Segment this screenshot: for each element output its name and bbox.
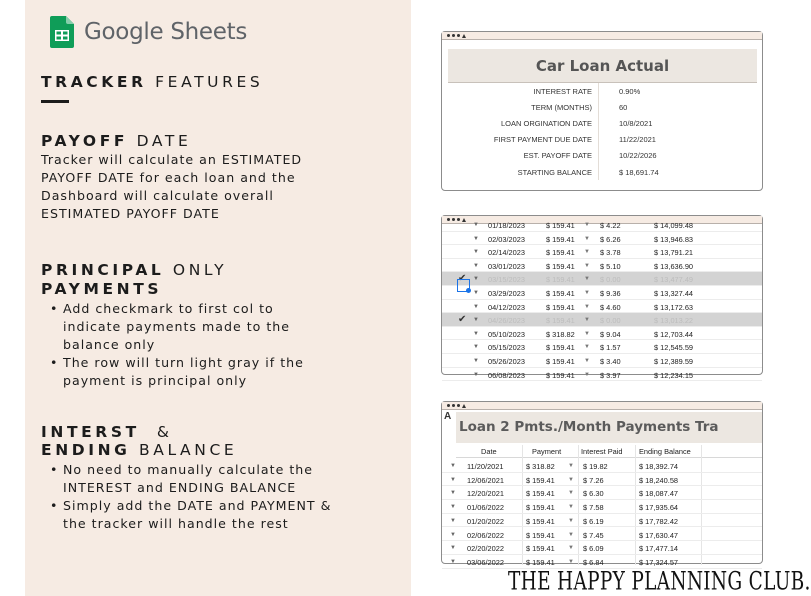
dropdown-caret-icon[interactable]: ▼ — [450, 558, 456, 565]
payment-row — [442, 218, 762, 232]
payment-date[interactable]: 02/03/2023 — [488, 234, 525, 244]
payment-amount[interactable]: $ 159.41 — [526, 544, 555, 554]
dropdown-caret-icon[interactable]: ▼ — [584, 317, 590, 324]
dropdown-caret-icon[interactable]: ▼ — [473, 344, 479, 351]
ending-balance: $ 18,240.58 — [639, 475, 679, 485]
dropdown-caret-icon[interactable]: ▼ — [450, 531, 456, 538]
payment-amount[interactable]: $ 159.41 — [546, 234, 575, 244]
payment-row — [442, 272, 762, 286]
interest-paid: $ 0.00 — [600, 316, 621, 326]
payoff-date-heading — [41, 132, 191, 150]
interest-paid: $ 6.09 — [583, 544, 604, 554]
dropdown-caret-icon[interactable]: ▼ — [584, 249, 590, 256]
payment-row — [442, 541, 762, 555]
principal-bullets — [48, 300, 304, 390]
summary-row — [448, 148, 757, 164]
payment-row — [442, 232, 762, 246]
dropdown-caret-icon[interactable]: ▼ — [584, 262, 590, 269]
summary-row — [448, 99, 757, 115]
interest-paid: $ 3.40 — [600, 357, 621, 366]
ending-balance: $ 18,087.47 — [639, 489, 679, 499]
payment-row — [442, 459, 762, 473]
payment-date[interactable]: 03/06/2022 — [467, 557, 504, 567]
payment-date[interactable]: 03/01/2023 — [488, 261, 525, 271]
window-control-dot[interactable] — [457, 404, 460, 407]
payment-row — [442, 286, 762, 300]
interest-paid: $ 5.10 — [600, 261, 621, 271]
dropdown-caret-icon[interactable]: ▼ — [584, 290, 590, 296]
bullet-line: payment is principal only — [63, 373, 248, 388]
sheet-title: Loan 2 Pmts./Month Payments Tra — [456, 412, 762, 443]
summary-label: INTEREST RATE — [533, 86, 592, 96]
payment-row — [442, 528, 762, 542]
ending-balance: $ 12,545.59 — [654, 343, 694, 353]
ending-balance: $ 13,477.49 — [654, 275, 694, 285]
bullet-item — [48, 461, 331, 497]
payment-amount[interactable]: $ 159.41 — [546, 248, 575, 258]
interest-paid: $ 4.60 — [600, 302, 621, 312]
dropdown-caret-icon[interactable]: ▼ — [473, 317, 479, 324]
payment-amount[interactable]: $ 318.82 — [546, 329, 575, 339]
heading-light: DATE — [136, 132, 192, 150]
heading-light: & — [156, 423, 173, 441]
payoff-line: ESTIMATED PAYOFF DATE — [41, 206, 220, 221]
brand-name: THE HAPPY PLANNING CLUB. — [508, 568, 811, 596]
ending-balance: $ 17,630.47 — [639, 530, 679, 540]
payment-amount[interactable]: $ 159.41 — [546, 275, 575, 285]
payment-date[interactable]: 03/29/2023 — [488, 289, 525, 298]
bullet-item — [48, 300, 304, 354]
payment-amount[interactable]: $ 159.41 — [546, 221, 575, 230]
summary-label: LOAN ORGINATION DATE — [501, 118, 592, 128]
window-control-dot[interactable] — [447, 34, 450, 37]
heading-bold: PAYOFF — [41, 132, 129, 150]
dropdown-caret-icon[interactable]: ▼ — [568, 490, 574, 497]
dropdown-caret-icon[interactable]: ▼ — [450, 476, 456, 483]
dropdown-caret-icon[interactable]: ▼ — [584, 330, 590, 337]
payment-date[interactable]: 06/08/2023 — [488, 370, 525, 380]
dropdown-caret-icon[interactable]: ▼ — [584, 371, 590, 378]
dropdown-caret-icon[interactable]: ▼ — [473, 235, 479, 242]
bullet-item — [48, 497, 331, 533]
ending-balance: $ 17,477.14 — [639, 544, 679, 554]
heading-bold: PAYMENTS — [41, 280, 163, 298]
payments-window — [441, 215, 763, 380]
dropdown-caret-icon[interactable]: ▼ — [584, 303, 590, 310]
checkmark-icon[interactable]: ✔ — [458, 273, 467, 285]
car-loan-window — [441, 31, 763, 191]
payment-amount[interactable]: $ 159.41 — [546, 357, 575, 366]
interest-paid: $ 19.82 — [583, 462, 608, 471]
summary-row — [448, 115, 757, 131]
summary-row — [448, 132, 757, 148]
bullet-line: • No need to manually calculate the — [63, 462, 313, 477]
dropdown-caret-icon[interactable]: ▼ — [584, 222, 590, 228]
heading-bold: PRINCIPAL — [41, 261, 165, 279]
logo-text: Google Sheets — [84, 19, 247, 45]
ending-balance: $ 14,099.48 — [654, 221, 694, 230]
ending-balance: $ 13,172.63 — [654, 302, 694, 312]
dropdown-caret-icon[interactable]: ▼ — [584, 358, 590, 364]
payment-amount[interactable]: $ 159.41 — [526, 475, 555, 485]
sheet-title: Car Loan Actual — [448, 49, 757, 83]
bullet-line: balance only — [63, 337, 156, 352]
bullet-line: the tracker will handle the rest — [63, 516, 289, 531]
payment-amount[interactable]: $ 318.82 — [526, 462, 555, 471]
heading-light: FEATURES — [155, 73, 264, 91]
interest-paid: $ 6.26 — [600, 234, 621, 244]
dropdown-caret-icon[interactable]: ▼ — [450, 490, 456, 497]
fill-handle[interactable] — [466, 288, 471, 293]
payment-date[interactable]: 02/06/2022 — [467, 530, 504, 540]
car-loan-sheet — [442, 40, 762, 190]
column-header[interactable]: Interest Paid — [581, 447, 623, 456]
payment-date[interactable]: 05/10/2023 — [488, 329, 525, 339]
payment-amount[interactable]: $ 159.41 — [526, 503, 555, 513]
dropdown-caret-icon[interactable]: ▼ — [584, 344, 590, 351]
payment-date[interactable]: 02/14/2023 — [488, 248, 525, 258]
payment-date[interactable]: 11/20/2021 — [467, 462, 504, 471]
ending-balance: $ 13,013.22 — [654, 316, 694, 326]
summary-value[interactable]: 11/22/2021 — [619, 135, 656, 145]
interest-paid: $ 3.78 — [600, 248, 621, 258]
bullet-line: INTEREST and ENDING BALANCE — [63, 480, 297, 495]
window-control-dot[interactable] — [452, 404, 455, 407]
ending-balance: $ 13,327.44 — [654, 289, 694, 298]
payment-row — [442, 327, 762, 341]
dropdown-caret-icon[interactable]: ▼ — [473, 290, 479, 296]
dropdown-caret-icon[interactable]: ▼ — [473, 371, 479, 378]
payment-date[interactable]: 04/12/2023 — [488, 302, 525, 312]
heading-underline — [41, 100, 69, 103]
payment-date[interactable]: 12/06/2021 — [467, 475, 504, 485]
payment-amount[interactable]: $ 159.41 — [526, 489, 555, 499]
ending-balance: $ 17,324.57 — [639, 557, 679, 567]
dropdown-caret-icon[interactable]: ▼ — [568, 504, 574, 511]
payment-row — [442, 368, 762, 382]
summary-value[interactable]: 0.90% — [619, 86, 641, 96]
interest-paid: $ 6.30 — [583, 489, 604, 499]
summary-value[interactable]: $ 18,691.74 — [619, 167, 659, 177]
payoff-line: PAYOFF DATE for each loan and the — [41, 170, 296, 185]
payment-row — [442, 514, 762, 528]
dropdown-caret-icon[interactable]: ▼ — [568, 463, 574, 469]
dropdown-caret-icon[interactable]: ▼ — [450, 463, 456, 469]
payoff-description — [41, 151, 302, 223]
dropdown-caret-icon[interactable]: ▼ — [473, 358, 479, 364]
google-sheets-logo — [50, 14, 247, 50]
interest-paid: $ 3.97 — [600, 370, 621, 380]
interest-paid: $ 9.04 — [600, 329, 621, 339]
interest-paid: $ 0.00 — [600, 275, 621, 285]
dropdown-caret-icon[interactable]: ▼ — [450, 517, 456, 524]
heading-light: ONLY — [172, 261, 228, 279]
dropdown-caret-icon[interactable]: ▼ — [450, 545, 456, 552]
payoff-line: Tracker will calculate an ESTIMATED — [41, 152, 303, 167]
summary-label: TERM (MONTHS) — [531, 102, 592, 112]
heading-bold: ENDING — [41, 441, 131, 459]
ending-balance: $ 12,703.44 — [654, 329, 694, 339]
payment-date[interactable]: 01/06/2022 — [467, 503, 504, 513]
payment-amount[interactable]: $ 159.41 — [546, 316, 575, 326]
window-titlebar — [442, 402, 762, 410]
payment-date[interactable]: 04/26/2023 — [488, 316, 525, 326]
dropdown-caret-icon[interactable]: ▼ — [584, 276, 590, 283]
interest-paid: $ 9.36 — [600, 289, 621, 298]
dropdown-caret-icon[interactable]: ▼ — [584, 235, 590, 242]
payoff-line: Dashboard will calculate overall — [41, 188, 274, 203]
summary-label: EST. PAYOFF DATE — [523, 151, 592, 161]
payment-row — [442, 555, 762, 569]
payment-date[interactable]: 01/20/2022 — [467, 516, 504, 526]
payments-heading — [41, 280, 162, 298]
payments-sheet — [442, 221, 762, 380]
interest-paid: $ 1.57 — [600, 343, 621, 353]
payment-row — [442, 259, 762, 273]
column-header[interactable]: Ending Balance — [639, 447, 691, 456]
interest-paid: $ 7.26 — [583, 475, 604, 485]
ending-balance: $ 17,935.64 — [639, 503, 679, 513]
interest-paid: $ 7.58 — [583, 503, 604, 513]
summary-label: STARTING BALANCE — [517, 167, 592, 177]
ending-balance: $ 13,636.90 — [654, 261, 694, 271]
payment-amount[interactable]: $ 159.41 — [526, 530, 555, 540]
heading-bold: TRACKER — [41, 73, 147, 91]
payment-row — [442, 313, 762, 327]
dropdown-caret-icon[interactable]: ▼ — [473, 330, 479, 337]
principal-only-heading — [41, 261, 227, 279]
dropdown-caret-icon[interactable]: ▼ — [473, 222, 479, 228]
window-titlebar — [442, 32, 762, 40]
summary-row — [448, 164, 757, 180]
window-control-triangle-icon[interactable] — [462, 34, 466, 38]
ending-balance-heading — [41, 441, 237, 459]
ending-balance: $ 17,782.42 — [639, 516, 679, 526]
interest-paid: $ 6.84 — [583, 557, 604, 567]
payment-row — [442, 473, 762, 487]
payment-row — [442, 300, 762, 314]
payment-row — [442, 486, 762, 500]
interest-heading — [41, 423, 173, 441]
payment-date[interactable]: 12/20/2021 — [467, 489, 504, 499]
ending-balance: $ 12,234.15 — [654, 370, 694, 380]
payment-amount[interactable]: $ 159.41 — [526, 557, 555, 567]
loan-summary-table — [448, 83, 757, 180]
bullet-line: • Add checkmark to first col to — [63, 301, 274, 316]
payment-amount[interactable]: $ 159.41 — [546, 289, 575, 298]
summary-label: FIRST PAYMENT DUE DATE — [493, 135, 592, 145]
dropdown-caret-icon[interactable]: ▼ — [450, 504, 456, 511]
payment-row — [442, 500, 762, 514]
ending-balance: $ 12,389.59 — [654, 357, 694, 366]
interest-bullets — [48, 461, 331, 533]
dropdown-caret-icon[interactable]: ▼ — [568, 476, 574, 483]
loan-2-sheet — [442, 410, 762, 567]
payment-row — [442, 354, 762, 368]
dropdown-caret-icon[interactable]: ▼ — [568, 517, 574, 524]
dropdown-caret-icon[interactable]: ▼ — [473, 249, 479, 256]
column-headers — [456, 445, 762, 458]
payment-amount[interactable]: $ 159.41 — [546, 370, 575, 380]
bullet-line: • The row will turn light gray if the — [63, 355, 304, 370]
bullet-line: indicate payments made to the — [63, 319, 291, 334]
dropdown-caret-icon[interactable]: ▼ — [473, 276, 479, 283]
heading-bold: INTERST — [41, 423, 140, 441]
bullet-item — [48, 354, 304, 390]
window-control-dot[interactable] — [452, 34, 455, 37]
loan-2-window — [441, 401, 763, 567]
window-control-dot[interactable] — [457, 34, 460, 37]
interest-paid: $ 6.19 — [583, 516, 604, 526]
dropdown-caret-icon[interactable]: ▼ — [568, 531, 574, 538]
summary-value[interactable]: 60 — [619, 102, 628, 112]
window-control-triangle-icon[interactable] — [462, 404, 466, 408]
google-sheets-icon — [50, 16, 74, 48]
payment-row — [442, 340, 762, 354]
payment-date[interactable]: 01/18/2023 — [488, 221, 525, 230]
summary-row — [448, 83, 757, 99]
tracker-features-heading — [41, 73, 263, 91]
ending-balance: $ 13,946.83 — [654, 234, 694, 244]
payment-date[interactable]: 02/20/2022 — [467, 544, 504, 554]
ending-balance: $ 18,392.74 — [639, 462, 679, 471]
interest-paid: $ 7.45 — [583, 530, 604, 540]
payment-amount[interactable]: $ 159.41 — [526, 516, 555, 526]
payment-date[interactable]: 05/15/2023 — [488, 343, 525, 353]
payment-amount[interactable]: $ 159.41 — [546, 302, 575, 312]
column-header-a[interactable]: A — [444, 411, 452, 422]
payment-amount[interactable]: $ 159.41 — [546, 261, 575, 271]
payment-row — [442, 245, 762, 259]
payment-date[interactable]: 05/26/2023 — [488, 357, 525, 366]
summary-value[interactable]: 10/22/2026 — [619, 151, 657, 161]
checkmark-icon[interactable]: ✔ — [458, 314, 467, 326]
dropdown-caret-icon[interactable]: ▼ — [568, 558, 574, 565]
column-header[interactable]: Date — [481, 447, 497, 456]
dropdown-caret-icon[interactable]: ▼ — [568, 545, 574, 552]
window-control-dot[interactable] — [447, 404, 450, 407]
dropdown-caret-icon[interactable]: ▼ — [473, 262, 479, 269]
payment-amount[interactable]: $ 159.41 — [546, 343, 575, 353]
summary-value[interactable]: 10/8/2021 — [619, 118, 653, 128]
interest-paid: $ 4.22 — [600, 221, 621, 230]
dropdown-caret-icon[interactable]: ▼ — [473, 303, 479, 310]
heading-light: BALANCE — [139, 441, 238, 459]
ending-balance: $ 13,791.21 — [654, 248, 694, 258]
column-header[interactable]: Payment — [532, 447, 562, 456]
bullet-line: • Simply add the DATE and PAYMENT & — [63, 498, 332, 513]
payment-date[interactable]: 03/15/2023 — [488, 275, 525, 285]
